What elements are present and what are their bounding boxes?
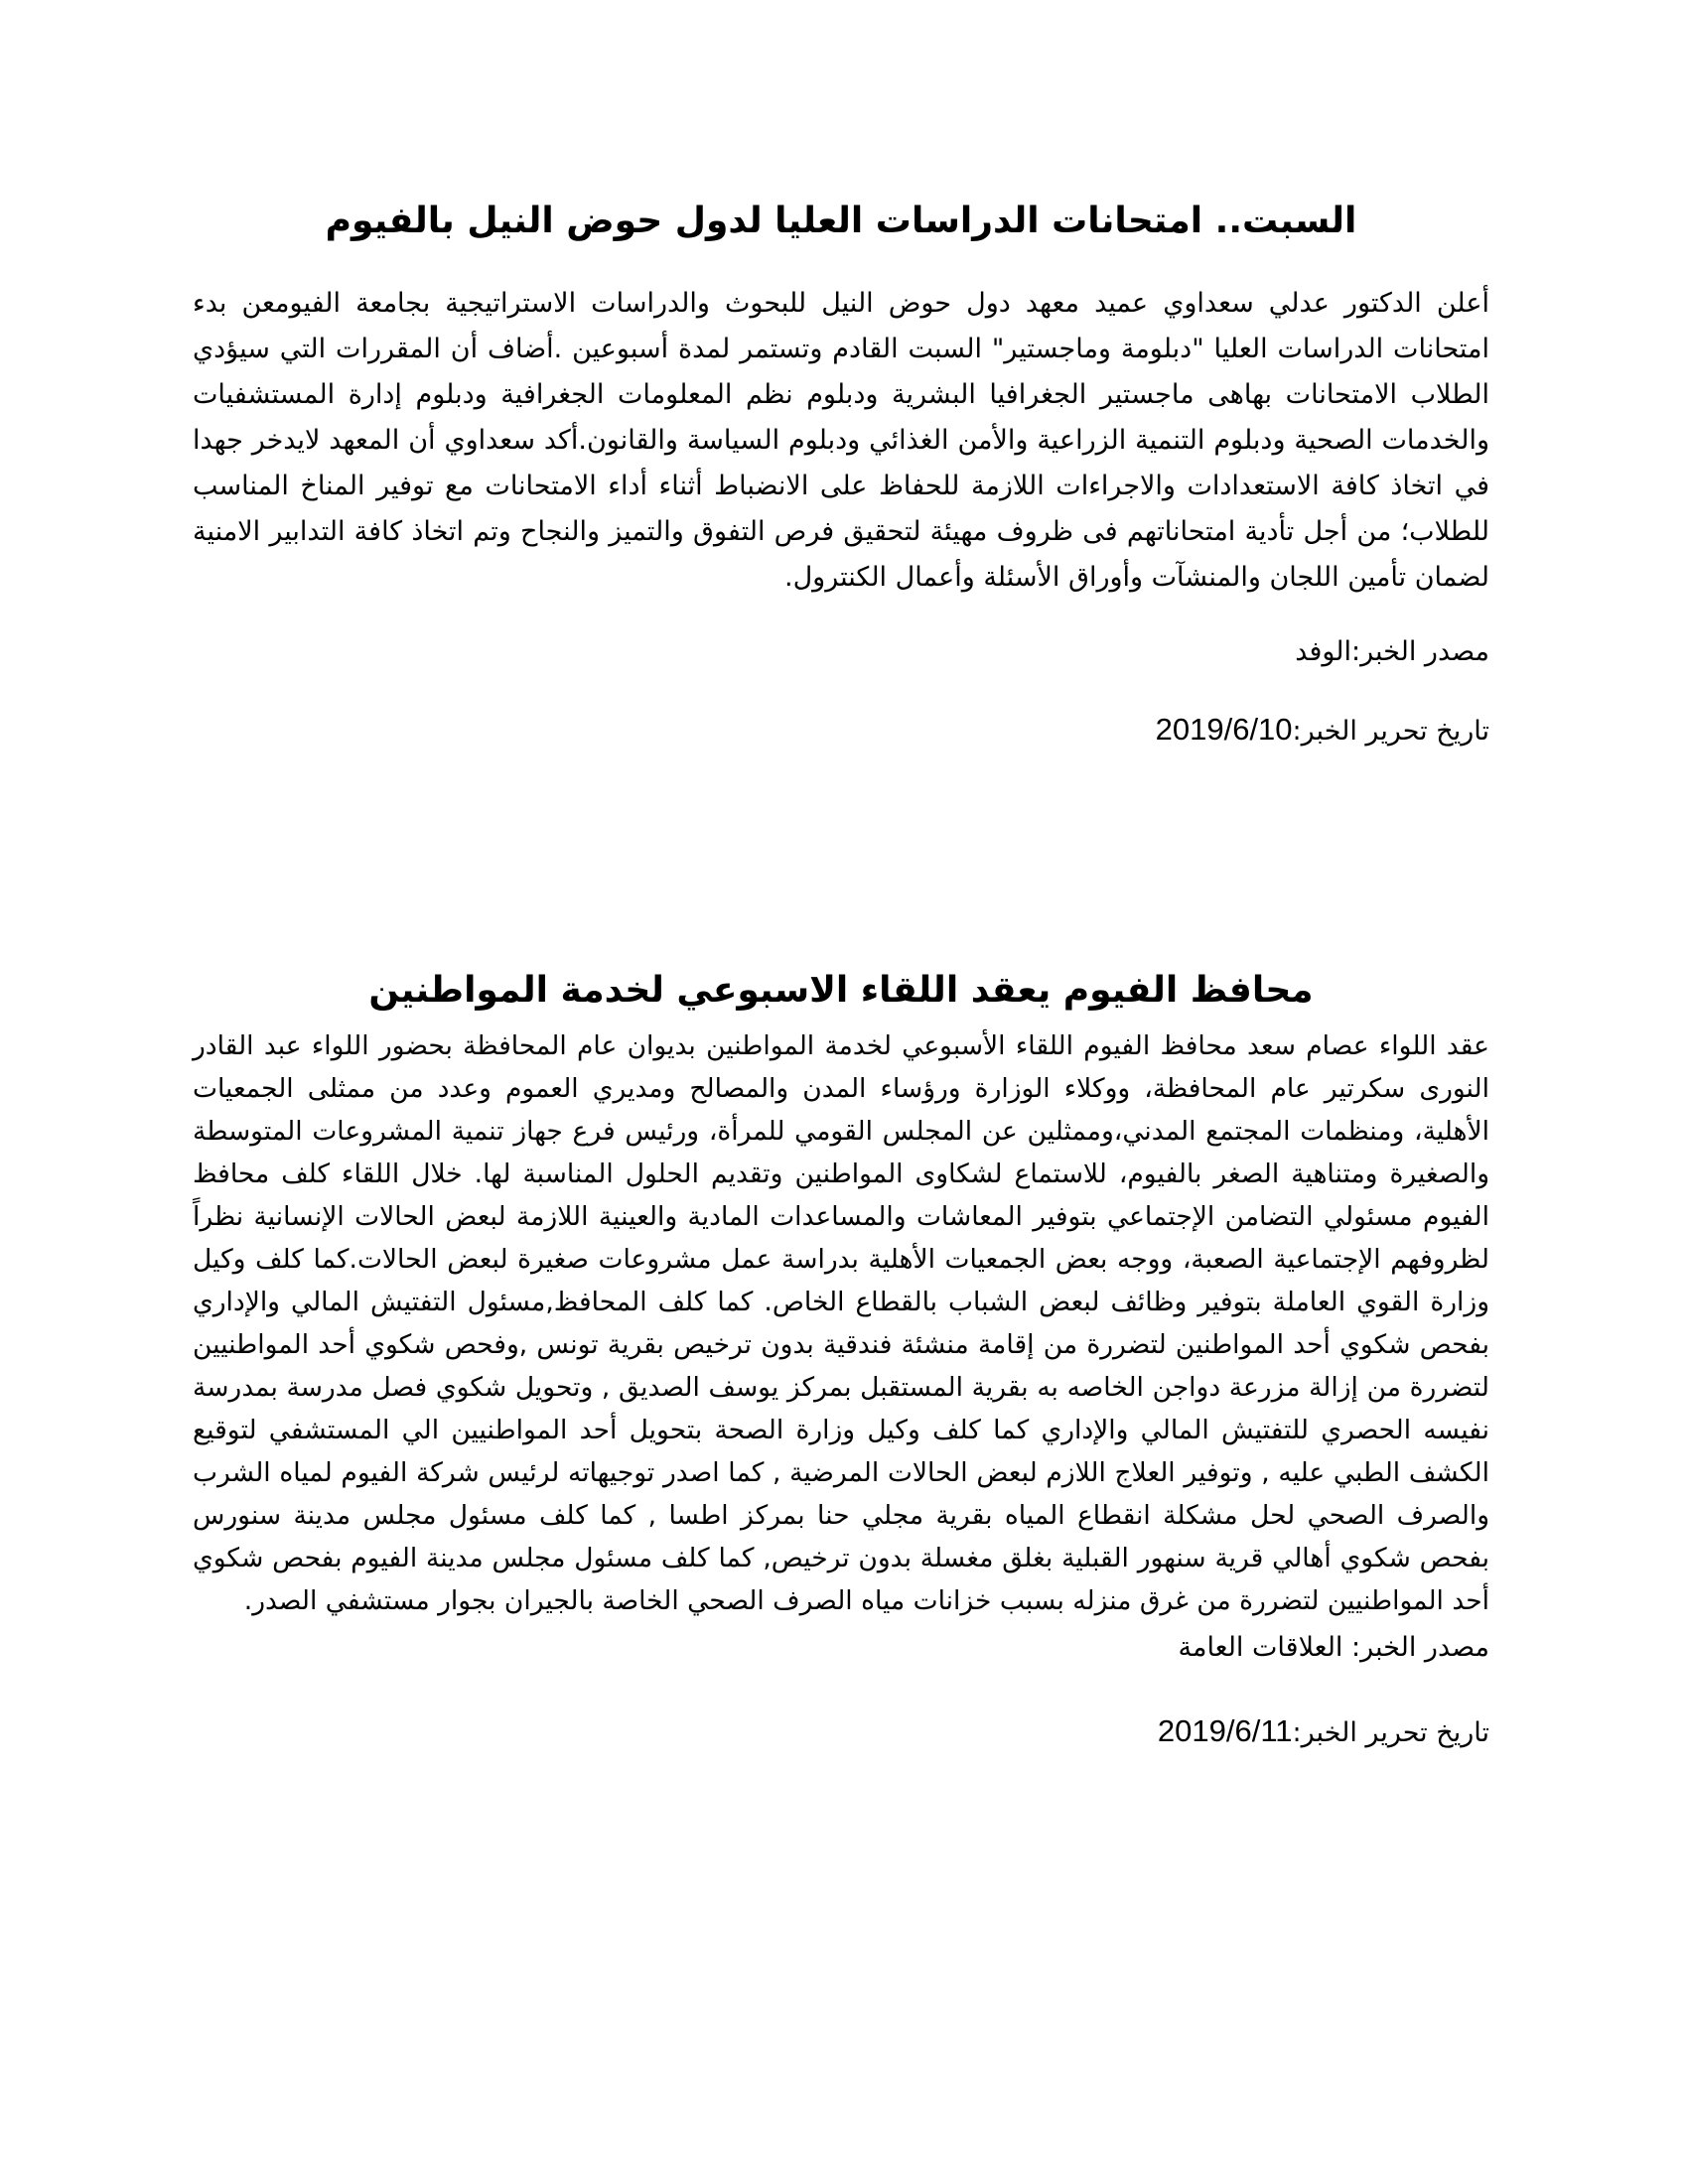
news-article — [193, 963, 1489, 1755]
source-label: مصدر الخبر: — [1351, 636, 1489, 667]
article-source — [193, 1626, 1489, 1670]
news-article — [193, 194, 1489, 753]
source-label: مصدر الخبر: — [1351, 1632, 1489, 1663]
article-title: محافظ الفيوم يعقد اللقاء الاسبوعي لخدمة المواطنين — [368, 970, 1314, 1011]
article-date — [193, 1709, 1489, 1755]
date-label: تاريخ تحرير الخبر: — [1292, 1717, 1489, 1748]
date-label: تاريخ تحرير الخبر: — [1292, 716, 1489, 747]
date-value: 2019/6/10 — [1155, 712, 1293, 747]
source-value: الوفد — [1295, 636, 1352, 667]
date-value: 2019/6/11 — [1157, 1713, 1293, 1748]
source-value: العلاقات العامة — [1178, 1632, 1343, 1663]
article-date — [193, 708, 1489, 753]
article-body: أعلن الدكتور عدلي سعداوي عميد معهد دول حوض النيل للبحوث والدراسات الاستراتيجية بجامعة الفيومعن بدء امتحانات الدراسات العليا "دبلومة وماجستير" السبت القادم وتستمر لمدة أسبوعين .أضاف أن المقررات التي سيؤدي الطلاب الامتحانات بهاهى ماجستير الجغرافيا البشرية ودبلوم نظم المعلومات الجغرافية ودبلوم إدارة المستشفيات والخدمات الصحية ودبلوم التنمية الزراعية والأمن الغذائي ودبلوم السياسة والقانون.أكد سعداوي أن المعهد لايدخر جهدا في اتخاذ كافة الاستعدادات والاجراءات اللازمة للحفاظ على الانضباط أثناء أداء الامتحانات مع توفير المناخ المناسب للطلاب؛ من أجل تأدية امتحاناتهم فى ظروف مهيئة لتحقيق فرص التفوق والتميز والنجاح وتم اتخاذ كافة التدابير الامنية لضمان تأمين اللجان والمنشآت وأوراق الأسئلة وأعمال الكنترول. — [193, 288, 1489, 593]
article-body: عقد اللواء عصام سعد محافظ الفيوم اللقاء الأسبوعي لخدمة المواطنين بديوان عام المحافظة بحضور اللواء عبد القادر النورى سكرتير عام المحافظة، ووكلاء الوزارة ورؤساء المدن والمصالح ومديري العموم وعدد من ممثلى الجمعيات الأهلية، ومنظمات المجتمع المدني،وممثلين عن المجلس القومي للمرأة، ورئيس فرع جهاز تنمية المشروعات المتوسطة والصغيرة ومتناهية الصغر بالفيوم، للاستماع لشكاوى المواطنين وتقديم الحلول المناسبة لها. خلال اللقاء كلف محافظ الفيوم مسئولي التضامن الإجتماعي بتوفير المعاشات والمساعدات المادية والعينية اللازمة لبعض الحالات الإنسانية نظراً لظروفهم الإجتماعية الصعبة، ووجه بعض الجمعيات الأهلية بدراسة عمل مشروعات صغيرة لبعض الحالات.كما كلف وكيل وزارة القوي العاملة بتوفير وظائف لبعض الشباب بالقطاع الخاص. كما كلف المحافظ,مسئول التفتيش المالي والإداري بفحص شكوي أحد المواطنين لتضررة من إقامة منشئة فندقية بدون ترخيص بقرية تونس ,وفحص شكوي أحد المواطنيين لتضررة من إزالة مزرعة دواجن الخاصه به بقرية المستقبل بمركز يوسف الصديق , وتحويل شكوي فصل مدرسة بمدرسة نفيسه الحصري للتفتيش المالي والإداري كما كلف وكيل وزارة الصحة بتحويل أحد المواطنيين الي المستشفي لتوقيع الكشف الطبي عليه , وتوفير العلاج اللازم لبعض الحالات المرضية , كما اصدر توجيهاته لرئيس شركة الفيوم لمياه الشرب والصرف الصحي لحل مشكلة انقطاع المياه بقرية مجلي حنا بمركز اطسا , كما كلف مسئول مجلس مدينة سنورس بفحص شكوي أهالي قرية سنهور القبلية بغلق مغسلة بدون ترخيص, كما كلف مسئول مجلس مدينة الفيوم بفحص شكوي أحد المواطنيين لتضررة من غرق منزله بسبب خزانات مياه الصرف الصحي الخاصة بالجيران بجوار مستشفي الصدر. — [193, 1030, 1489, 1616]
article-title: السبت.. امتحانات الدراسات العليا لدول حوض النيل بالفيوم — [325, 201, 1357, 241]
article-source — [193, 630, 1489, 674]
